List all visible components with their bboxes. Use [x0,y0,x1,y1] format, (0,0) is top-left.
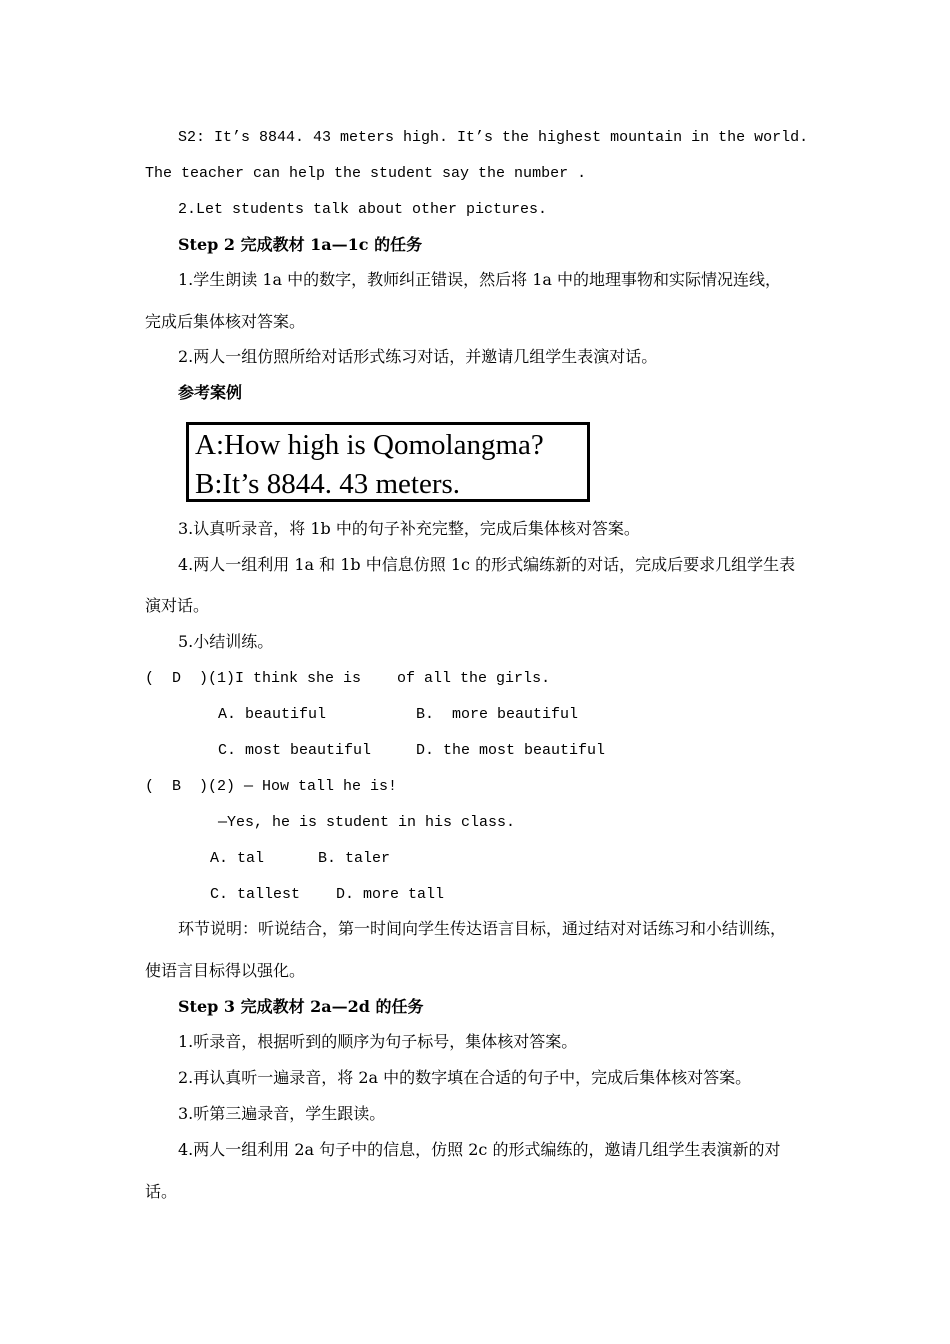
dialogue-line-a: A:How high is Qomolangma? [195,429,544,461]
teacher-note-line: The teacher can help the student say the number . [145,165,587,182]
step2-item-5: 5.小结训练。 [178,632,274,651]
dialogue-box [186,422,590,502]
question-2-stem: ( B )(2) — How tall he is! [145,778,398,795]
section-note-cont: 使语言目标得以强化。 [145,961,306,980]
step3-item-2: 2.再认真听一遍录音，将 2a 中的数字填在合适的句子中，完成后集体核对答案。 [178,1068,752,1087]
step2-item-4-cont: 演对话。 [145,596,210,615]
step2-item-4: 4.两人一组利用 1a 和 1b 中信息仿照 1c 的形式编练新的对话，完成后要求几组学生表 [178,555,796,574]
step3-item-1: 1.听录音，根据听到的顺序为句子标号，集体核对答案。 [178,1032,578,1051]
question-2-options-cd: C. tallest D. more tall [210,886,445,903]
step3-heading: Step 3 完成教材 2a—2d 的任务 [178,997,424,1016]
dialogue-line-b: B:It’s 8844. 43 meters. [195,468,461,500]
step1-item-2: 2.Let students talk about other pictures. [178,201,548,218]
step2-item-1-cont: 完成后集体核对答案。 [145,312,306,331]
step2-item-1: 1.学生朗读 1a 中的数字，教师纠正错误，然后将 1a 中的地理事物和实际情况连线， [178,270,782,289]
step2-item-3: 3.认真听录音，将 1b 中的句子补充完整，完成后集体核对答案。 [178,519,640,538]
step2-item-2: 2.两人一组仿照所给对话形式练习对话，并邀请几组学生表演对话。 [178,347,658,366]
step2-heading: Step 2 完成教材 1a—1c 的任务 [178,235,423,254]
question-1-options-ab: A. beautiful B. more beautiful [218,706,579,723]
step3-item-4: 4.两人一组利用 2a 句子中的信息，仿照 2c 的形式编练的，邀请几组学生表演新的对 [178,1140,781,1159]
question-2-reply: —Yes, he is student in his class. [218,814,516,831]
question-1-stem: ( D )(1)I think she is of all the girls. [145,670,551,687]
step3-item-3: 3.听第三遍录音，学生跟读。 [178,1104,386,1123]
reference-heading: 参考案例 [178,383,243,402]
section-note: 环节说明：听说结合，第一时间向学生传达语言目标，通过结对对话练习和小结训练， [178,919,787,938]
question-1-options-cd: C. most beautiful D. the most beautiful [218,742,606,759]
step3-item-4-cont: 话。 [145,1182,178,1201]
s2-answer-line: S2: It’s 8844. 43 meters high. It’s the highest mountain in the world. [178,129,809,146]
question-2-options-ab: A. tal B. taler [210,850,391,867]
